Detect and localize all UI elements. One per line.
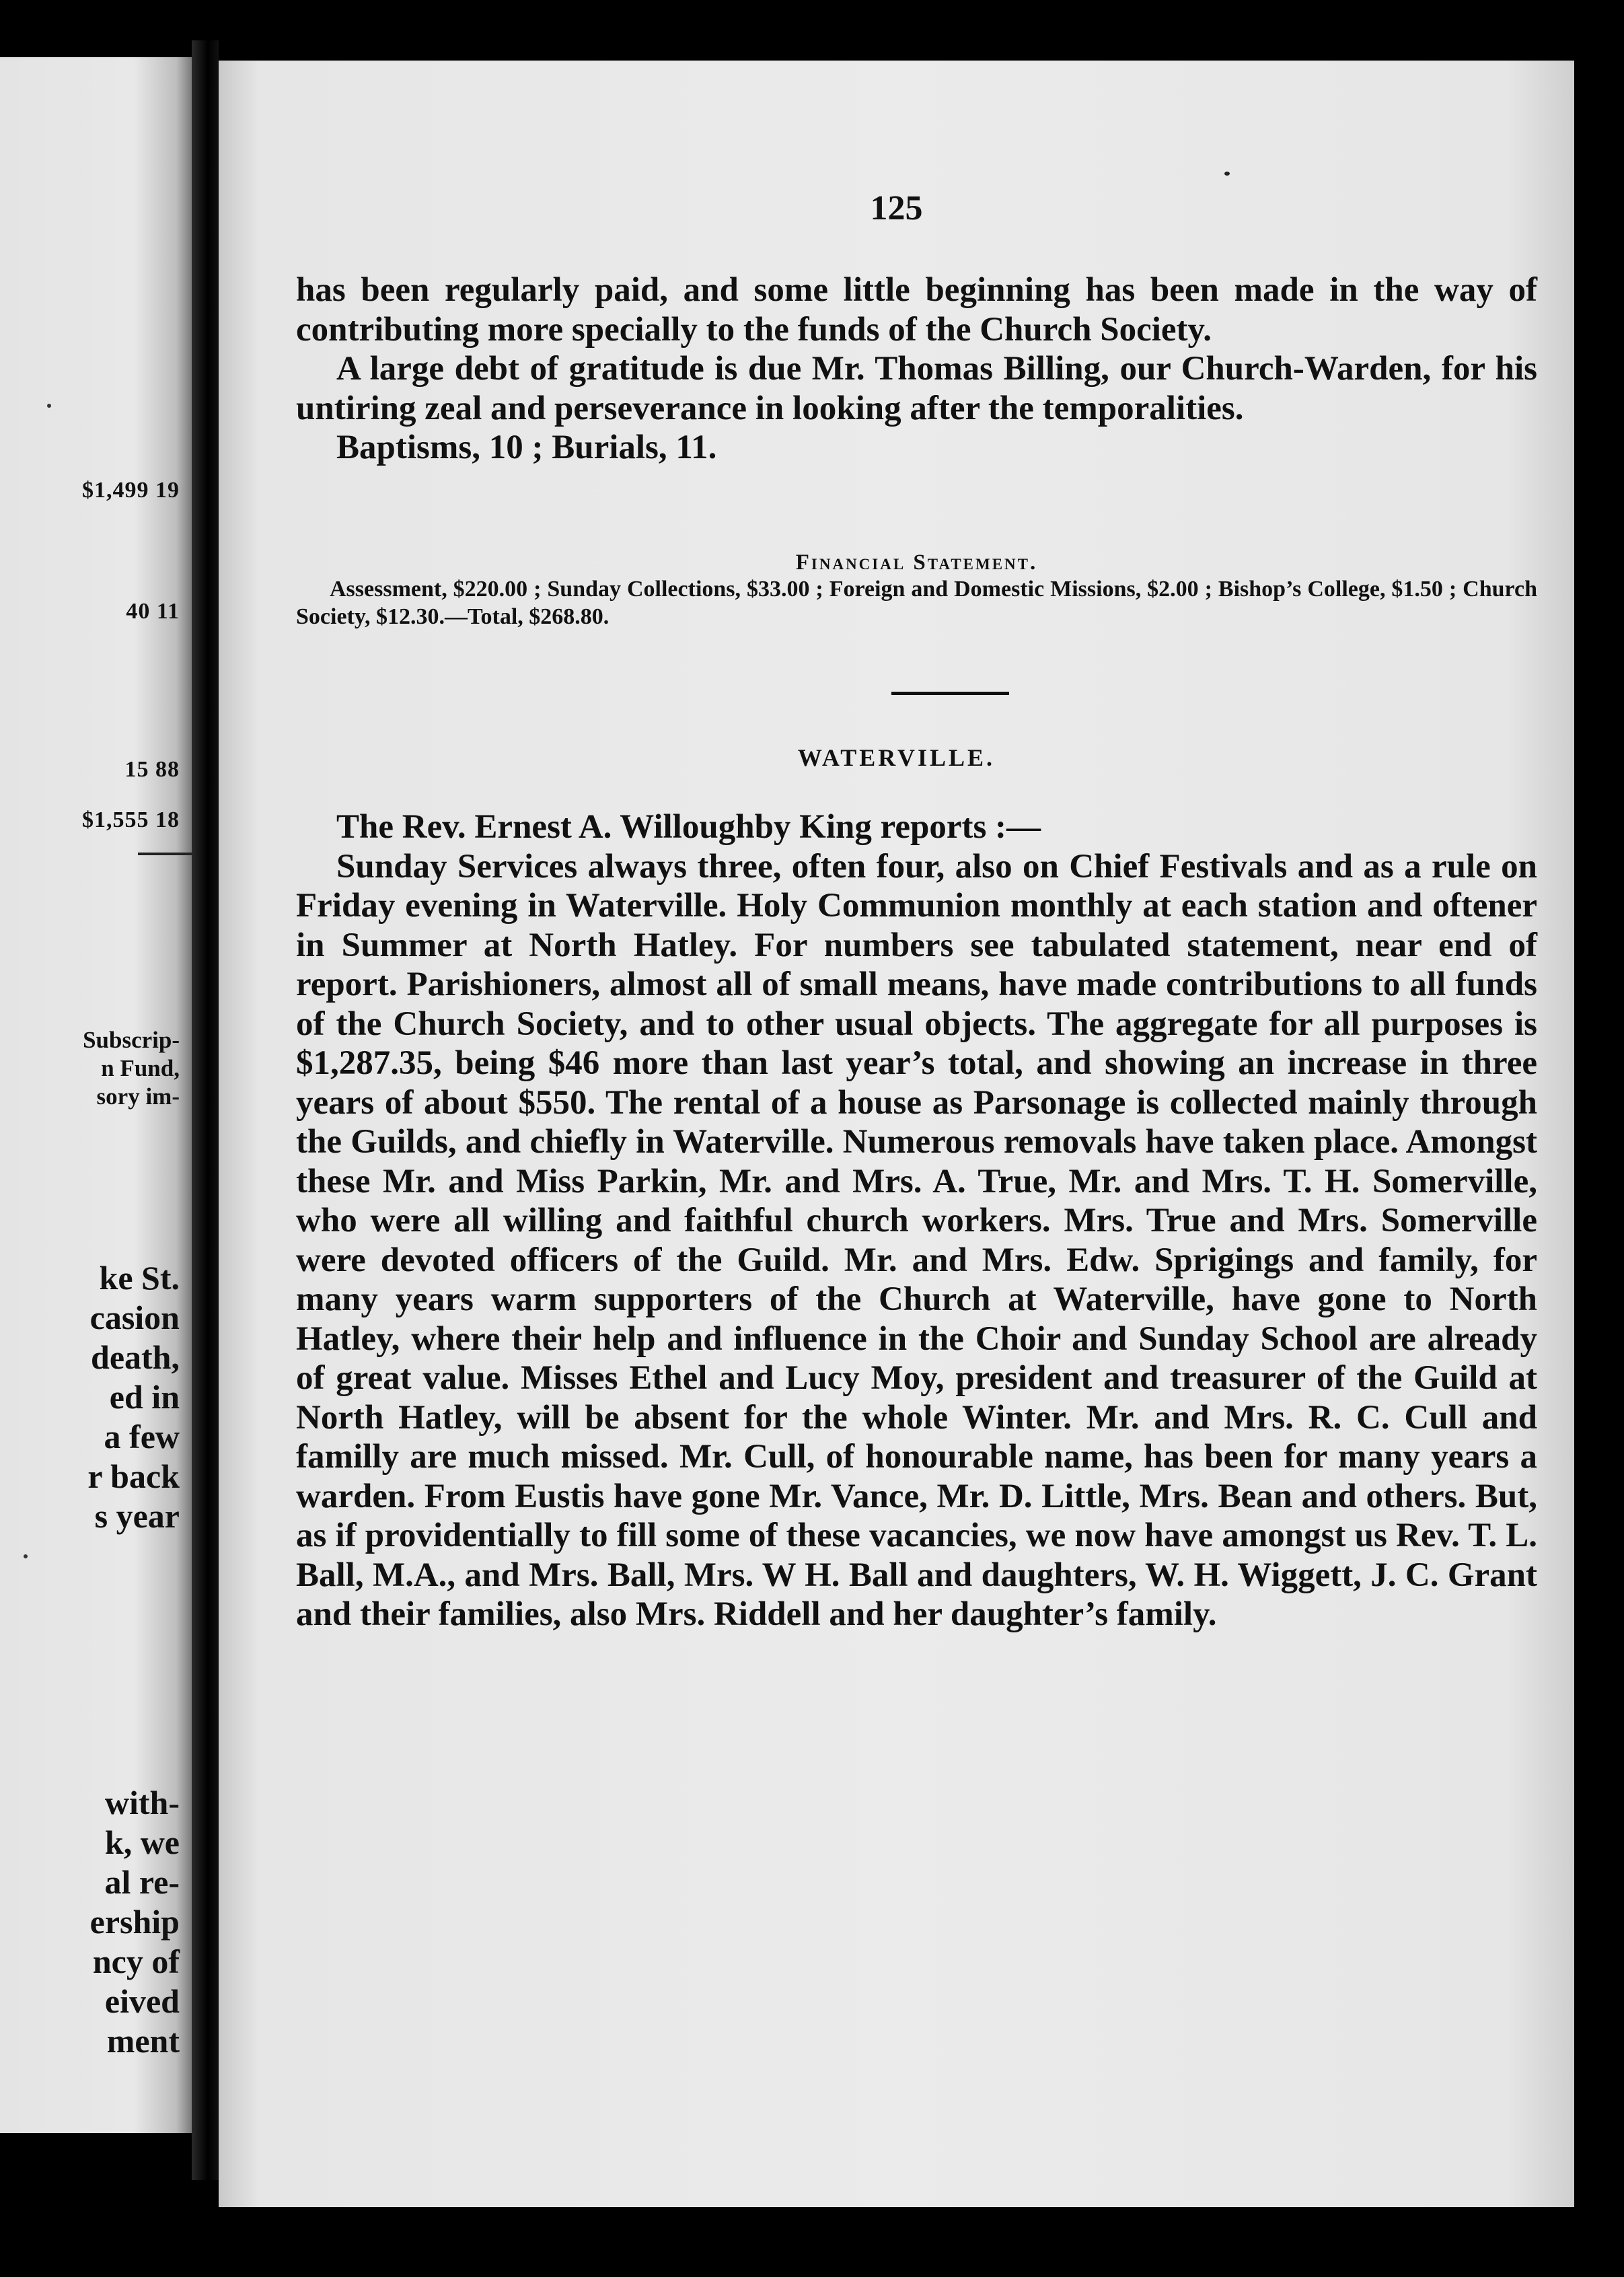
left-facing-page — [0, 57, 192, 2133]
left-amount-1: $1,499 19 — [82, 478, 180, 503]
left-fragment-line: casion — [89, 1299, 180, 1336]
left-fragment-line: ership — [89, 1903, 180, 1941]
left-fragment-line: s year — [94, 1497, 180, 1535]
report-lead: The Rev. Ernest A. Willoughby King reports :— — [336, 808, 1041, 846]
section-title: WATERVILLE. — [797, 744, 996, 771]
left-fragment-line: r back — [87, 1457, 180, 1495]
left-fragment-line: n Fund, — [101, 1055, 180, 1081]
left-fragment-line: ncy of — [92, 1943, 180, 1980]
left-fragment-line: Subscrip- — [83, 1027, 180, 1053]
left-amount-2: 40 11 — [126, 599, 180, 624]
left-amount-4: $1,555 18 — [82, 807, 180, 832]
intro-block — [296, 270, 1537, 468]
financial-statement — [296, 550, 1537, 630]
left-fragment-line: ment — [106, 2022, 180, 2060]
left-fragment-line: death, — [91, 1338, 180, 1376]
financial-heading: Financial Statement. — [795, 550, 1038, 575]
section-divider — [891, 692, 1009, 695]
left-fragment-line: a few — [104, 1418, 180, 1455]
waterville-report — [296, 807, 1537, 1634]
ink-dot — [24, 1554, 28, 1558]
baptisms-burials: Baptisms, 10 ; Burials, 11. — [336, 429, 717, 466]
gratitude-paragraph: A large debt of gratitude is due Mr. Thomas Billing, our Church-Warden, for his untiring zeal and perseverance in looking after the temporalities. — [296, 350, 1537, 427]
left-fragment-line: ke St. — [99, 1259, 180, 1297]
report-body: Sunday Services always three, often four, also on Chief Festivals and as a rule on Friday evening in Waterville. Holy Communion monthly at each station and oftener in Summer at North Hatley. For numbers see tabulated statement, near end of report. Parishioners, almost all of small means, have made contributions to all funds of the Church Society, and to other usual objects. The aggregate for all purposes is $1,287.35, being $46 more than last year’s total, and showing an increase in three years of about $550. The rental of a house as Parsonage is collected mainly through the Guilds, and chiefly in Waterville. Numerous removals have taken place. Amongst these Mr. and Miss Parkin, Mr. and Mrs. A. True, Mr. and Mrs. T. H. Somerville, who were all willing and faithful church workers. Mrs. True and Mrs. Somerville were devoted officers of the Guild. Mr. and Mrs. Edw. Sprigings and family, for many years warm supporters of the Church at Waterville, have gone to North Hatley, where their help and influence in the Choir and Sunday School are already of great value. Misses Ethel and Lucy Moy, president and treasurer of the Guild at North Hatley, will be absent for the whole Winter. Mr. and Mrs. R. C. Cull and familly are much missed. Mr. Cull, of honourable name, has been for many years a warden. From Eustis have gone Mr. Vance, Mr. D. Little, Mrs. Bean and others. But, as if providentially to fill some of these vacancies, we now have amongst us Rev. T. L. Ball, M.A., and Mrs. Ball, Mrs. W H. Ball and daughters, W. H. Wiggett, J. C. Grant and their families, also Mrs. Riddell and her daughter’s family. — [296, 847, 1537, 1633]
left-fragment-line: eived — [104, 1982, 180, 2020]
financial-text: Assessment, $220.00 ; Sunday Collections, $33.00 ; Foreign and Domestic Missions, $2.00 ; Bishop’s College, $1.50 ; Church Society, $12.30.—Total, $268.80. — [296, 577, 1537, 629]
intro-paragraph: has been regularly paid, and some little beginning has been made in the way of contributing more specially to the funds of the Church Society. — [296, 271, 1537, 349]
ink-dot — [47, 404, 51, 408]
left-fragment-line: sory im- — [96, 1083, 180, 1110]
page-125 — [219, 61, 1574, 2207]
left-fragment-line: al re- — [104, 1863, 180, 1901]
ink-dot — [1224, 172, 1230, 176]
book-gutter — [192, 40, 219, 2180]
left-fragment-line: ed in — [109, 1378, 180, 1416]
left-fragment-line: k, we — [104, 1823, 180, 1861]
left-fragment-line: with- — [104, 1784, 180, 1821]
page-number: 125 — [870, 189, 923, 227]
left-total-rule — [138, 853, 192, 855]
left-amount-3: 15 88 — [124, 757, 180, 782]
